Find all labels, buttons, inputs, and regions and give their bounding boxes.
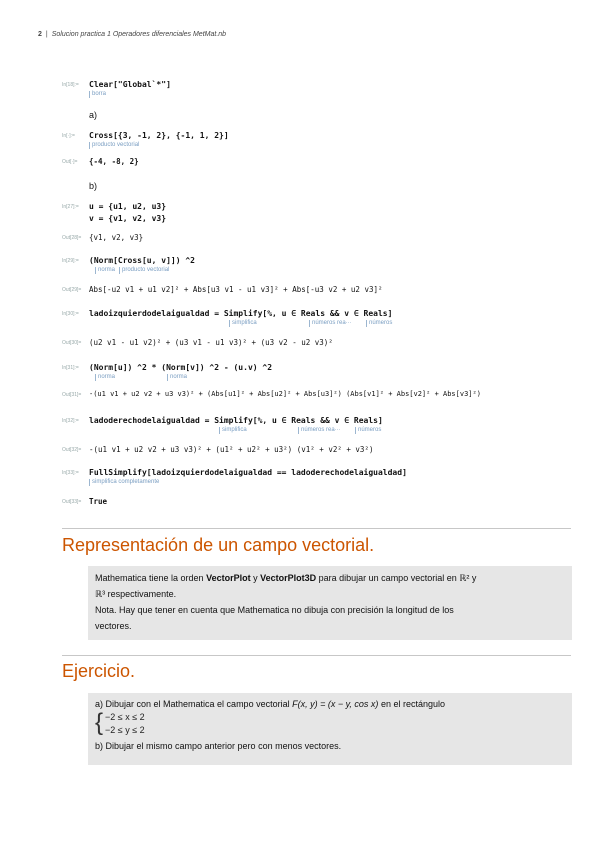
- paragraph: [88, 566, 572, 586]
- brace-icon: {: [95, 709, 104, 736]
- text-span: para dibujar un campo vectorial en ℝ² y: [316, 573, 477, 583]
- output-label: Out[30]=: [62, 340, 82, 346]
- output-label: Out[28]=: [62, 235, 82, 241]
- part-a-label: a): [89, 110, 98, 120]
- code-fullsimplify[interactable]: FullSimplify[ladoizquierdodelaigualdad == ladoderechodelaigualdad]: [89, 468, 407, 477]
- annotation-norma: norma: [95, 374, 115, 381]
- command-vectorplot: VectorPlot: [206, 573, 251, 583]
- output-label: Out[32]=: [62, 447, 82, 453]
- input-label: In[18]:=: [62, 82, 79, 88]
- code-v-def[interactable]: v = {v1, v2, v3}: [89, 214, 167, 223]
- text-span: Mathematica tiene la orden: [95, 573, 207, 583]
- paragraph: [88, 693, 572, 711]
- section-divider: [62, 528, 571, 529]
- text-span: y: [250, 573, 261, 583]
- output-true: True: [89, 497, 108, 506]
- output-abs-sum: Abs[-u2 v1 + u1 v2]² + Abs[u3 v1 - u1 v3]² + Abs[-u3 v2 + u2 v3]²: [89, 285, 383, 294]
- code-clear[interactable]: Clear["Global`*"]: [89, 80, 171, 89]
- input-label: In[31]:=: [62, 365, 79, 371]
- code-norm-cross[interactable]: (Norm[Cross[u, v]]) ^2: [89, 256, 195, 265]
- section-title: Ejercicio.: [62, 661, 136, 681]
- annotation-numeros-reales: números rea···: [309, 320, 352, 327]
- annotation-simplifica: simplifica: [229, 320, 257, 327]
- header-separator: |: [45, 31, 48, 38]
- input-label: In[32]:=: [62, 418, 79, 424]
- field-formula: F(x, y) = (x − y, cos x): [292, 699, 379, 709]
- output-lado-izquierdo: (u2 v1 - u1 v2)² + (u3 v1 - u1 v3)² + (u3 v2 - u2 v3)²: [89, 338, 333, 347]
- output-v: {v1, v2, v3}: [89, 233, 144, 242]
- code-norm-product[interactable]: (Norm[u]) ^2 * (Norm[v]) ^2 - (u.v) ^2: [89, 363, 273, 372]
- notebook-title: Solucion practica 1 Operadores diferenciales MetMat.nb: [51, 31, 227, 38]
- text-span: en el rectángulo: [378, 699, 445, 709]
- input-label: In[29]:=: [62, 258, 79, 264]
- page-header: [38, 31, 226, 38]
- section-title: Representación de un campo vectorial.: [62, 535, 375, 555]
- command-vectorplot3d: VectorPlot3D: [260, 573, 317, 583]
- output-label: Out[29]=: [62, 287, 82, 293]
- paragraph: Nota. Hay que tener en cuenta que Mathematica no dibuja con precisión la longitud de los: [95, 605, 454, 615]
- annotation-norma: norma: [95, 267, 115, 274]
- output-norm-product: -(u1 v1 + u2 v2 + u3 v3)² + (Abs[u1]² + Abs[u2]² + Abs[u3]²) (Abs[v1]² + Abs[v2]² + Abs[v3]²): [89, 390, 481, 398]
- code-lado-derecho[interactable]: ladoderechodelaigualdad = Simplify[%, u ∈ Reals && v ∈ Reals]: [89, 416, 383, 425]
- output-lado-derecho: -(u1 v1 + u2 v2 + u3 v3)² + (u1² + u2² + u3²) (v1² + v2² + v3²): [89, 445, 374, 454]
- code-lado-izquierdo[interactable]: ladoizquierdodelaigualdad = Simplify[%, u ∈ Reals && v ∈ Reals]: [89, 309, 393, 318]
- paragraph: b) Dibujar el mismo campo anterior pero con menos vectores.: [95, 741, 342, 751]
- annotation-numeros: números: [366, 320, 392, 327]
- annotation-producto-vectorial: producto vectorial: [119, 267, 169, 274]
- paragraph: vectores.: [95, 621, 132, 631]
- section-divider: [62, 655, 571, 656]
- page-number: 2: [38, 31, 42, 38]
- output-label: Out[33]=: [62, 499, 82, 505]
- annotation-producto-vectorial: producto vectorial: [89, 142, 139, 149]
- conditions-block: [95, 711, 572, 739]
- input-label: In[30]:=: [62, 311, 79, 317]
- output-cross: {-4, -8, 2}: [89, 157, 139, 166]
- output-label: Out[31]=: [62, 392, 82, 398]
- annotation-norma: norma: [167, 374, 187, 381]
- code-u-def[interactable]: u = {u1, u2, u3}: [89, 202, 167, 211]
- paragraph: ℝ³ respectivamente.: [95, 589, 177, 599]
- annotation-simplifica: simplifica: [219, 427, 247, 434]
- text-box: [88, 693, 572, 765]
- input-label: In[33]:=: [62, 470, 79, 476]
- annotation-borra: borra: [89, 91, 106, 98]
- input-label: In[27]:=: [62, 204, 79, 210]
- text-span: a) Dibujar con el Mathematica el campo vectorial: [95, 699, 293, 709]
- annotation-numeros-reales: números rea···: [298, 427, 341, 434]
- input-label: In[·]:=: [62, 133, 75, 139]
- text-box: [88, 566, 572, 640]
- annotation-simplifica-completamente: simplifica completamente: [89, 479, 159, 486]
- code-cross[interactable]: Cross[{3, -1, 2}, {-1, 1, 2}]: [89, 131, 229, 140]
- output-label: Out[·]=: [62, 159, 78, 165]
- annotation-numeros: números: [355, 427, 381, 434]
- condition-x: −2 ≤ x ≤ 2: [105, 712, 145, 722]
- part-b-label: b): [89, 181, 98, 191]
- condition-y: −2 ≤ y ≤ 2: [105, 725, 145, 735]
